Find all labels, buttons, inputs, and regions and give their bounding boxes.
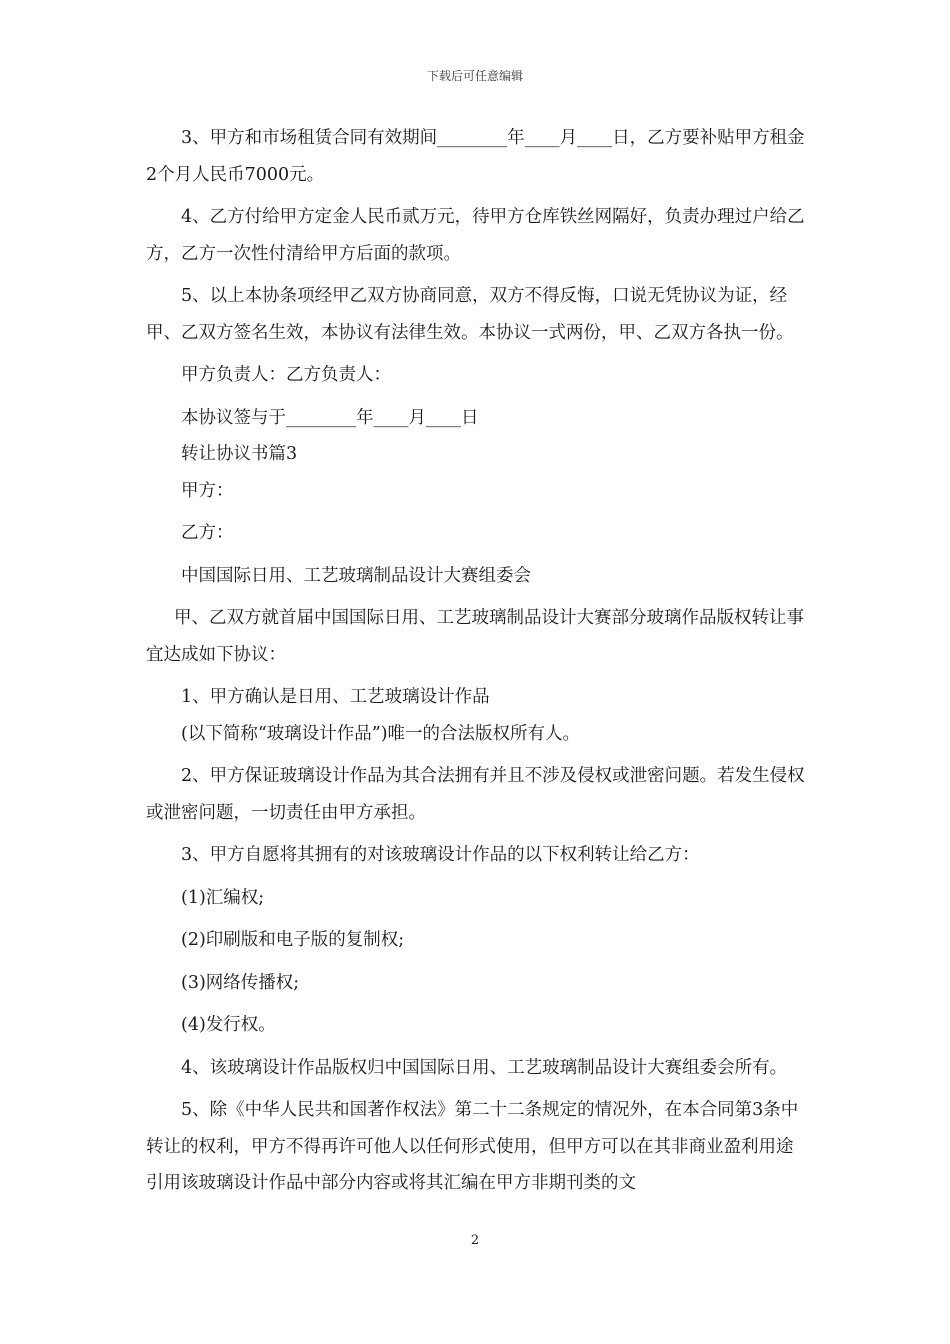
- document-body: [146, 120, 806, 1202]
- right-item-1: (1)汇编权;: [181, 887, 265, 908]
- right-item-2: (2)印刷版和电子版的复制权;: [181, 930, 405, 950]
- clause-5-agreement-effect: 5、以上本协条项经甲乙双方协商同意，双方不得反悔，口说无凭协议为证，经甲、乙双方签名生效，本协议有法律生效。本协议一式两份，甲、乙双方各执一份。: [146, 286, 794, 343]
- agreement-preamble: 甲、乙双方就首届中国国际日用、工艺玻璃制品设计大赛部分玻璃作品版权转让事宜达成如下协议：: [146, 608, 804, 665]
- clause-1-definition: (以下简称“玻璃设计作品”)唯一的合法版权所有人。: [181, 723, 581, 744]
- clause-3-rights-transfer: 3、甲方自愿将其拥有的对该玻璃设计作品的以下权利转让给乙方：: [181, 845, 700, 865]
- clause-3-rent-subsidy: 3、甲方和市场租赁合同有效期间________年____月____日，乙方要补贴甲方租金2个月人民币7000元。: [146, 128, 805, 185]
- signatories-line: 甲方负责人：乙方负责人：: [181, 365, 391, 385]
- clause-5-restrictions: 5、除《中华人民共和国著作权法》第二十二条规定的情况外，在本合同第3条中转让的权利，甲方不得再许可他人以任何形式使用，但甲方可以在其非商业盈利用途引用该玻璃设计作品中部分内容或将其汇编在甲方非期刊类的文: [146, 1100, 799, 1193]
- party-a-line: 甲方：: [181, 480, 234, 501]
- page-number: 2: [470, 1233, 480, 1248]
- signing-date-line: 本协议签与于________年____月____日: [181, 407, 479, 428]
- right-item-3: (3)网络传播权;: [181, 972, 300, 993]
- page-header: 下载后可任意编辑: [426, 69, 523, 83]
- section-heading: 转让协议书篇3: [181, 444, 298, 464]
- clause-4-deposit: 4、乙方付给甲方定金人民币贰万元，待甲方仓库铁丝网隔好，负责办理过户给乙方，乙方一次性付清给甲方后面的款项。: [146, 207, 805, 264]
- right-item-4: (4)发行权。: [181, 1015, 276, 1035]
- committee-name: 中国国际日用、工艺玻璃制品设计大赛组委会: [181, 565, 531, 586]
- clause-2-warranty: 2、甲方保证玻璃设计作品为其合法拥有并且不涉及侵权或泄密问题。若发生侵权或泄密问题，一切责任由甲方承担。: [146, 766, 805, 823]
- party-b-line: 乙方：: [181, 523, 234, 543]
- clause-4-ownership: 4、该玻璃设计作品版权归中国国际日用、工艺玻璃制品设计大赛组委会所有。: [181, 1057, 788, 1078]
- clause-1-confirmation: 1、甲方确认是日用、工艺玻璃设计作品: [181, 687, 490, 707]
